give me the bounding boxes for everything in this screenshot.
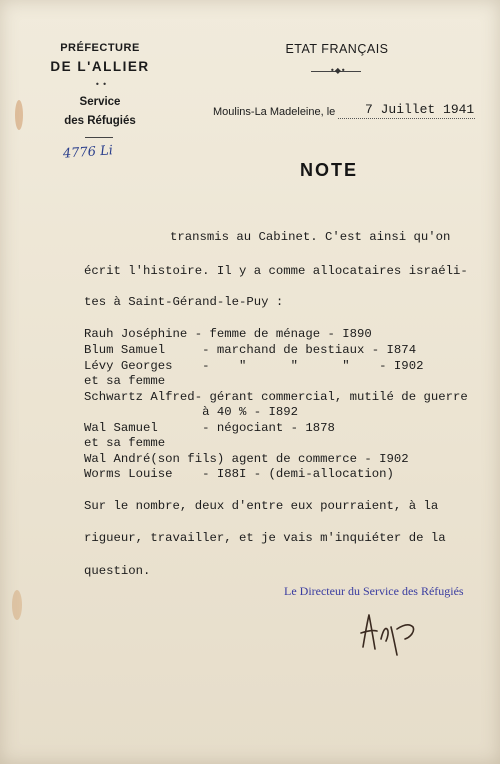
list-item: Wal Samuel - négociant - 1878	[84, 421, 335, 435]
service-line2: des Réfugiés	[64, 115, 136, 127]
paper-stain	[12, 590, 22, 620]
place-label: Moulins-La Madeleine, le	[213, 106, 336, 118]
handwritten-reference: 4776 Li	[62, 143, 114, 162]
document-title: NOTE	[300, 160, 359, 180]
service-line1: Service	[79, 96, 121, 108]
list-item: et sa femme	[84, 374, 166, 388]
list-item: Lévy Georges - " " " - I902	[84, 359, 424, 373]
list-item: et sa femme	[84, 436, 166, 450]
body-line: transmis au Cabinet. C'est ainsi qu'on	[170, 230, 451, 244]
list-item: Rauh Joséphine - femme de ménage - I890	[84, 327, 372, 341]
list-item: Schwartz Alfred- gérant commercial, mutilé de guerre	[84, 390, 468, 404]
paper-stain	[15, 100, 23, 130]
body-line: question.	[84, 564, 151, 578]
ornament-icon: •◆•	[330, 66, 346, 75]
body-line: écrit l'histoire. Il y a comme allocataires israéli-	[84, 264, 468, 278]
handwritten-signature	[355, 605, 425, 660]
body-line: rigueur, travailler, et je vais m'inquiéter de la	[84, 531, 446, 545]
ornament-icon: • •	[95, 80, 107, 89]
list-item: Wal André(son fils) agent de commerce - I902	[84, 452, 409, 466]
body-line: tes à Saint-Gérand-le-Puy :	[84, 295, 284, 309]
body-line: Sur le nombre, deux d'entre eux pourraient, à la	[84, 499, 439, 513]
state-header: ETAT FRANÇAIS	[285, 42, 389, 56]
date-value: 7 Juillet 1941	[365, 102, 475, 117]
signature-label: Le Directeur du Service des Réfugiés	[284, 584, 464, 598]
prefecture-line2: DE L'ALLIER	[50, 59, 150, 74]
divider	[85, 137, 113, 138]
prefecture-line1: PRÉFECTURE	[60, 42, 140, 54]
list-item: à 40 % - I892	[84, 405, 299, 419]
list-item: Worms Louise - I88I - (demi-allocation)	[84, 467, 394, 481]
list-item: Blum Samuel - marchand de bestiaux - I874	[84, 343, 417, 357]
